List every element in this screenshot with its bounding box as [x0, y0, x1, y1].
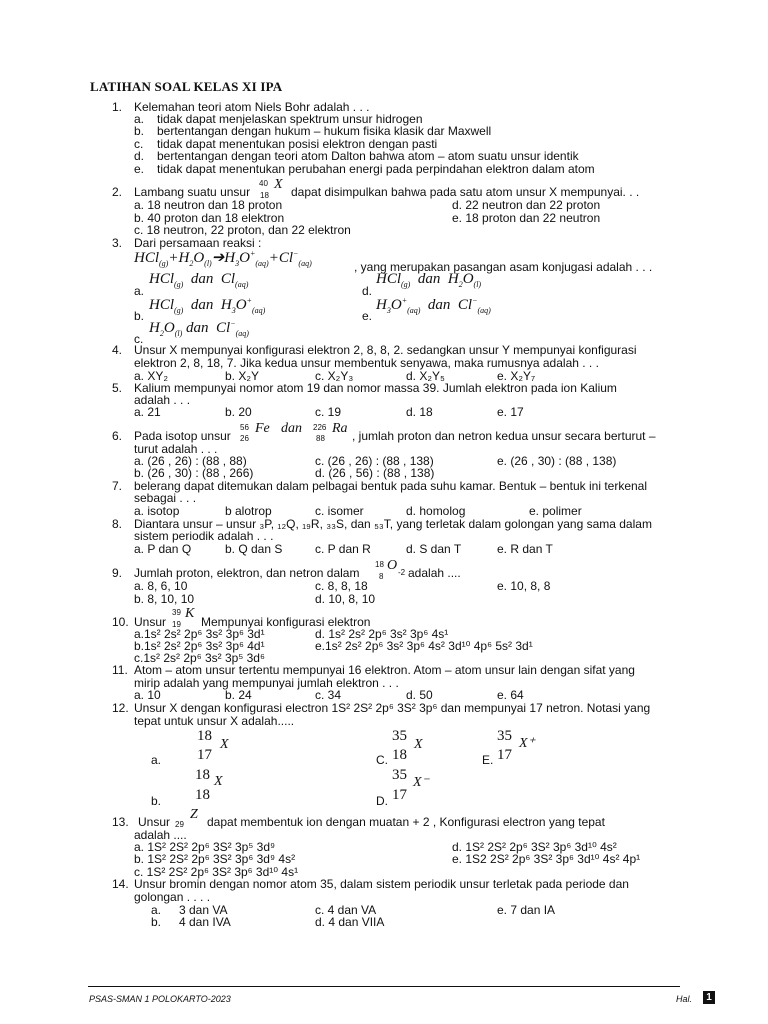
q10-number: 10. — [112, 615, 129, 629]
q5-text-line2: adalah . . . — [134, 393, 191, 407]
q2-symbol: X — [274, 177, 283, 192]
q14-option-b: 4 dan IVA — [179, 915, 231, 929]
q5-option-d: d. 18 — [406, 405, 433, 419]
q11-option-e: e. 64 — [497, 688, 524, 702]
q13-option-d: d. 1S² 2S² 2p⁶ 3S² 3p⁶ 3d¹⁰ 4s² — [452, 840, 617, 854]
q9-option-d: d. 10, 8, 10 — [315, 592, 376, 606]
q14-option-a-letter: a. — [151, 903, 162, 917]
q4-text-line1: Unsur X mempunyai konfigurasi elektron 2, 8, 8, 2. sedangkan unsur Y mempunyai konfigurasi — [134, 343, 637, 357]
q8-text-line1: Diantara unsur – unsur ₃P, ₁₂Q, ₁₉R, ₃₃S, dan ₅₃T, yang terletak dalam golongan yang sama dalam — [134, 517, 652, 531]
q5-option-e: e. 17 — [497, 405, 524, 419]
q12-option-b-symbol: X — [214, 774, 223, 789]
q6-number: 6. — [112, 429, 123, 443]
q1-option-c-letter: c. — [134, 137, 144, 151]
q6-option-a: a. (26 , 26) : (88 , 88) — [134, 454, 247, 468]
q12-option-c-letter: C. — [376, 753, 388, 767]
q3-stem-end: , yang merupakan pasangan asam konjugasi adalah . . . — [354, 260, 653, 274]
q7-number: 7. — [112, 479, 123, 493]
q7-option-d: d. homolog — [406, 504, 466, 518]
q1-option-a-letter: a. — [134, 112, 145, 126]
q6-stem-start: Pada isotop unsur — [134, 429, 231, 443]
q14-option-b-letter: b. — [151, 915, 162, 929]
q2-option-c: c. 18 neutron, 22 proton, dan 22 elektron — [134, 223, 351, 237]
q13-symbol: Z — [190, 807, 198, 822]
q12-option-e-symbol: X⁺ — [519, 736, 535, 751]
q10-mass-number: 39 — [172, 608, 181, 617]
q7-option-c: c. isomer — [315, 504, 364, 518]
q3-option-d-letter: d. — [362, 284, 373, 298]
q14-option-e: e. 7 dan IA — [497, 903, 556, 917]
page-title: LATIHAN SOAL KELAS XI IPA — [90, 79, 283, 94]
q11-number: 11. — [112, 663, 128, 677]
q3-option-b: HCl$_{(g)}$ dan $H_3O^+_{(aq)}$ — [149, 296, 266, 315]
q5-option-b: b. 20 — [225, 405, 252, 419]
q3-option-b-letter: b. — [134, 309, 145, 323]
q1-option-c: tidak dapat menentukan posisi elektron dengan pasti — [157, 137, 438, 151]
q10-atomic-number: 19 — [172, 620, 181, 629]
q6-ra-atomic-number: 88 — [316, 434, 325, 443]
q6-stem-end: , jumlah proton dan netron kedua unsur secara berturut – — [352, 429, 656, 443]
q14-option-c: c. 4 dan VA — [315, 903, 377, 917]
q4-option-c: c. X₂Y₃ — [315, 369, 354, 383]
q14-option-d: d. 4 dan VIIA — [315, 915, 385, 929]
q12-number: 12. — [112, 701, 129, 715]
q14-text-line2: golongan . . . . — [134, 890, 211, 904]
q7-text-line2: sebagai . . . — [134, 491, 197, 505]
q13-option-b: b. 1S² 2S² 2p⁶ 3S² 3p⁶ 3d⁹ 4s² — [134, 852, 296, 866]
q3-number: 3. — [112, 236, 123, 250]
q6-option-b: b. (26 , 30) : (88 , 266) — [134, 466, 254, 480]
q11-option-c: c. 34 — [315, 688, 342, 702]
q6-option-d: d. (26 , 56) : (88 , 138) — [315, 466, 435, 480]
q9-option-c: c. 8, 8, 18 — [315, 579, 368, 593]
q4-option-a: a. XY₂ — [134, 369, 169, 383]
q8-text-line2: sistem periodik adalah . . . — [134, 529, 274, 543]
q9-stem-start: Jumlah proton, elektron, dan netron dalam — [134, 566, 360, 580]
q6-fe-symbol: Fe — [255, 421, 270, 436]
footer-page-label: Hal. — [676, 994, 693, 1004]
q8-option-b: b. Q dan S — [225, 542, 283, 556]
q6-ra-symbol: Ra — [332, 421, 348, 436]
q13-text-line2: adalah .... — [134, 828, 187, 842]
q3-option-e: $H_3O^+_{(aq)}$ dan $Cl^-_{(aq)}$ — [376, 296, 491, 315]
q11-option-b: b. 24 — [225, 688, 252, 702]
q12-option-d-mass: 35 — [392, 767, 407, 783]
q10-option-b: b.1s² 2s² 2p⁶ 3s² 3p⁶ 4d¹ — [134, 639, 265, 653]
q2-atomic-number: 18 — [260, 191, 269, 200]
q9-number: 9. — [112, 566, 123, 580]
page-number: 1 — [703, 991, 715, 1004]
q10-stem-end: Mempunyai konfigurasi elektron — [201, 615, 371, 629]
q5-option-c: c. 19 — [315, 405, 342, 419]
q3-equation: $HCl_{(g)}+H_2O_{(l)}➔H_3O^+_{(aq)}+Cl^-_{(aq)}$ — [134, 249, 312, 268]
q10-option-c: c.1s² 2s² 2p⁶ 3s² 3p⁵ 3d⁶ — [134, 651, 265, 665]
q9-option-e: e. 10, 8, 8 — [497, 579, 551, 593]
q13-option-c: c. 1S² 2S² 2p⁶ 3S² 3p⁶ 3d¹⁰ 4s¹ — [134, 865, 299, 879]
q9-option-a: a. 8, 6, 10 — [134, 579, 188, 593]
q12-option-d-atomic: 17 — [392, 787, 407, 803]
q4-option-d: d. X₂Y₅ — [406, 369, 445, 383]
q8-option-e: e. R dan T — [497, 542, 553, 556]
q5-option-a: a. 21 — [134, 405, 161, 419]
q13-number: 13. — [112, 815, 129, 829]
q13-atomic-number: 29 — [175, 820, 184, 829]
q6-fe-mass-number: 56 — [240, 423, 249, 432]
q2-option-b: b. 40 proton dan 18 elektron — [134, 211, 285, 225]
footer-school: PSAS-SMAN 1 POLOKARTO-2023 — [89, 994, 231, 1004]
q1-option-b: bertentangan dengan hukum – hukum fisika klasik dar Maxwell — [157, 124, 492, 138]
q2-option-d: d. 22 neutron dan 22 proton — [452, 198, 601, 212]
q5-text-line1: Kalium mempunyai nomor atom 19 dan nomor massa 39. Jumlah elektron pada ion Kalium — [134, 381, 617, 395]
q3-option-c: $H_2O_{(l)}$ dan $Cl^-_{(aq)}$ — [149, 319, 249, 338]
q2-number: 2. — [112, 185, 123, 199]
q1-number: 1. — [112, 100, 123, 114]
q12-option-c-atomic: 18 — [392, 747, 407, 763]
q2-stem-start: Lambang suatu unsur — [134, 185, 251, 199]
q6-ra-mass-number: 226 — [313, 423, 327, 432]
q3-text: Dari persamaan reaksi : — [134, 236, 262, 250]
q10-option-a: a.1s² 2s² 2p⁶ 3s² 3p⁶ 3d¹ — [134, 627, 265, 641]
q4-number: 4. — [112, 343, 123, 357]
q2-option-a: a. 18 neutron dan 18 proton — [134, 198, 283, 212]
q1-option-b-letter: b. — [134, 124, 145, 138]
q9-atomic-number: 8 — [379, 572, 384, 581]
q10-symbol: K — [185, 606, 195, 621]
q5-number: 5. — [112, 381, 123, 395]
q12-option-d-symbol: X⁻ — [413, 775, 429, 790]
q6-option-c: c. (26 , 26) : (88 , 138) — [315, 454, 434, 468]
q12-option-b-letter: b. — [151, 794, 162, 808]
q6-fe-atomic-number: 26 — [240, 434, 249, 443]
q9-mass-number: 18 — [375, 560, 384, 569]
q6-option-e: e. (26 , 30) : (88 , 138) — [497, 454, 617, 468]
q12-text-line1: Unsur X dengan konfigurasi electron 1S² 2S² 2p⁶ 3S² 3p⁶ dan mempunyai 17 netron. Notasi yang — [134, 701, 651, 715]
q12-option-d-letter: D. — [376, 794, 388, 808]
q12-option-a-atomic: 17 — [197, 747, 212, 763]
footer-divider — [88, 986, 680, 987]
q7-option-b: b alotrop — [225, 504, 272, 518]
q2-option-e: e. 18 proton dan 22 neutron — [452, 211, 601, 225]
q6-text-line2: turut adalah . . . — [134, 442, 218, 456]
q1-text: Kelemahan teori atom Niels Bohr adalah . . . — [134, 100, 370, 114]
q4-option-e: e. X₂Y₇ — [497, 369, 536, 383]
q12-option-e-mass: 35 — [497, 728, 512, 744]
q7-text-line1: belerang dapat ditemukan dalam pelbagai bentuk pada suhu kamar. Bentuk – bentuk ini terkenal — [134, 479, 648, 493]
q1-option-a: tidak dapat menjelaskan spektrum unsur hidrogen — [157, 112, 423, 126]
q10-option-e: e.1s² 2s² 2p⁶ 3s² 3p⁶ 4s² 3d¹⁰ 4p⁶ 5s² 3d¹ — [315, 639, 533, 653]
q3-option-a-letter: a. — [134, 284, 145, 298]
q9-stem-end: adalah .... — [408, 566, 461, 580]
q8-option-c: c. P dan R — [315, 542, 371, 556]
q12-option-c-symbol: X — [414, 737, 423, 752]
q13-stem-start: Unsur — [138, 815, 171, 829]
q14-number: 14. — [112, 877, 129, 891]
q12-option-e-atomic: 17 — [497, 747, 512, 763]
q11-option-a: a. 10 — [134, 688, 161, 702]
q3-option-e-letter: e. — [362, 309, 373, 323]
q9-option-b: b. 8, 10, 10 — [134, 592, 195, 606]
q1-option-d: bertentangan dengan teori atom Dalton bahwa atom – atom suatu unsur identik — [157, 149, 579, 163]
q10-stem-start: Unsur — [134, 615, 167, 629]
q3-option-a: HCl$_{(g)}$ dan $Cl_{(aq)}$ — [149, 271, 249, 289]
q12-option-b-mass: 18 — [195, 767, 210, 783]
q10-option-d: d. 1s² 2s² 2p⁶ 3s² 3p⁶ 4s¹ — [315, 627, 449, 641]
q12-option-e-letter: E. — [482, 753, 494, 767]
q1-option-e: tidak dapat menentukan perubahan energi pada perpindahan elektron dalam atom — [157, 162, 595, 176]
q8-option-d: d. S dan T — [406, 542, 462, 556]
q14-text-line1: Unsur bromin dengan nomor atom 35, dalam sistem periodik unsur terletak pada periode dan — [134, 877, 629, 891]
q11-text-line2: mirip adalah yang mempunyai jumlah elektron . . . — [134, 676, 399, 690]
q8-option-a: a. P dan Q — [134, 542, 192, 556]
q4-option-b: b. X₂Y — [225, 369, 260, 383]
q1-option-e-letter: e. — [134, 162, 145, 176]
q13-option-e: e. 1S2 2S² 2p⁶ 3S² 3p⁶ 3d¹⁰ 4s² 4p¹ — [452, 852, 641, 866]
q13-stem-end: dapat membentuk ion dengan muatan + 2 , Konfigurasi electron yang tepat — [207, 815, 605, 829]
q12-option-a-letter: a. — [151, 753, 162, 767]
q9-symbol: O — [387, 558, 398, 573]
q12-option-c-mass: 35 — [392, 728, 407, 744]
q7-option-a: a. isotop — [134, 504, 180, 518]
q9-charge: -2 — [398, 568, 406, 577]
q13-option-a: a. 1S² 2S² 2p⁶ 3S² 3p⁵ 3d⁹ — [134, 840, 276, 854]
q2-mass-number: 40 — [259, 179, 268, 188]
q11-option-d: d. 50 — [406, 688, 433, 702]
q8-number: 8. — [112, 517, 123, 531]
q6-dan: dan — [281, 421, 302, 436]
q4-text-line2: elektron 2, 8, 18, 7. Jika kedua unsur membentuk senyawa, maka rumusnya adalah . . . — [134, 356, 599, 370]
q11-text-line1: Atom – atom unsur tertentu mempunyai 16 elektron. Atom – atom unsur lain dengan sifat yang — [134, 663, 635, 677]
q14-option-a: 3 dan VA — [179, 903, 228, 917]
q12-option-a-mass: 18 — [197, 728, 212, 744]
q1-option-d-letter: d. — [134, 149, 145, 163]
q3-option-d: HCl$_{(g)}$ dan $H_2O_{(l)}$ — [376, 271, 482, 289]
q7-option-e: e. polimer — [529, 504, 582, 518]
q12-option-a-symbol: X — [220, 737, 229, 752]
q2-stem-end: dapat disimpulkan bahwa pada satu atom unsur X mempunyai. . . — [291, 185, 640, 199]
q12-text-line2: tepat untuk unsur X adalah..... — [134, 714, 295, 728]
q12-option-b-atomic: 18 — [195, 787, 210, 803]
q3-option-c-letter: c. — [134, 332, 144, 346]
